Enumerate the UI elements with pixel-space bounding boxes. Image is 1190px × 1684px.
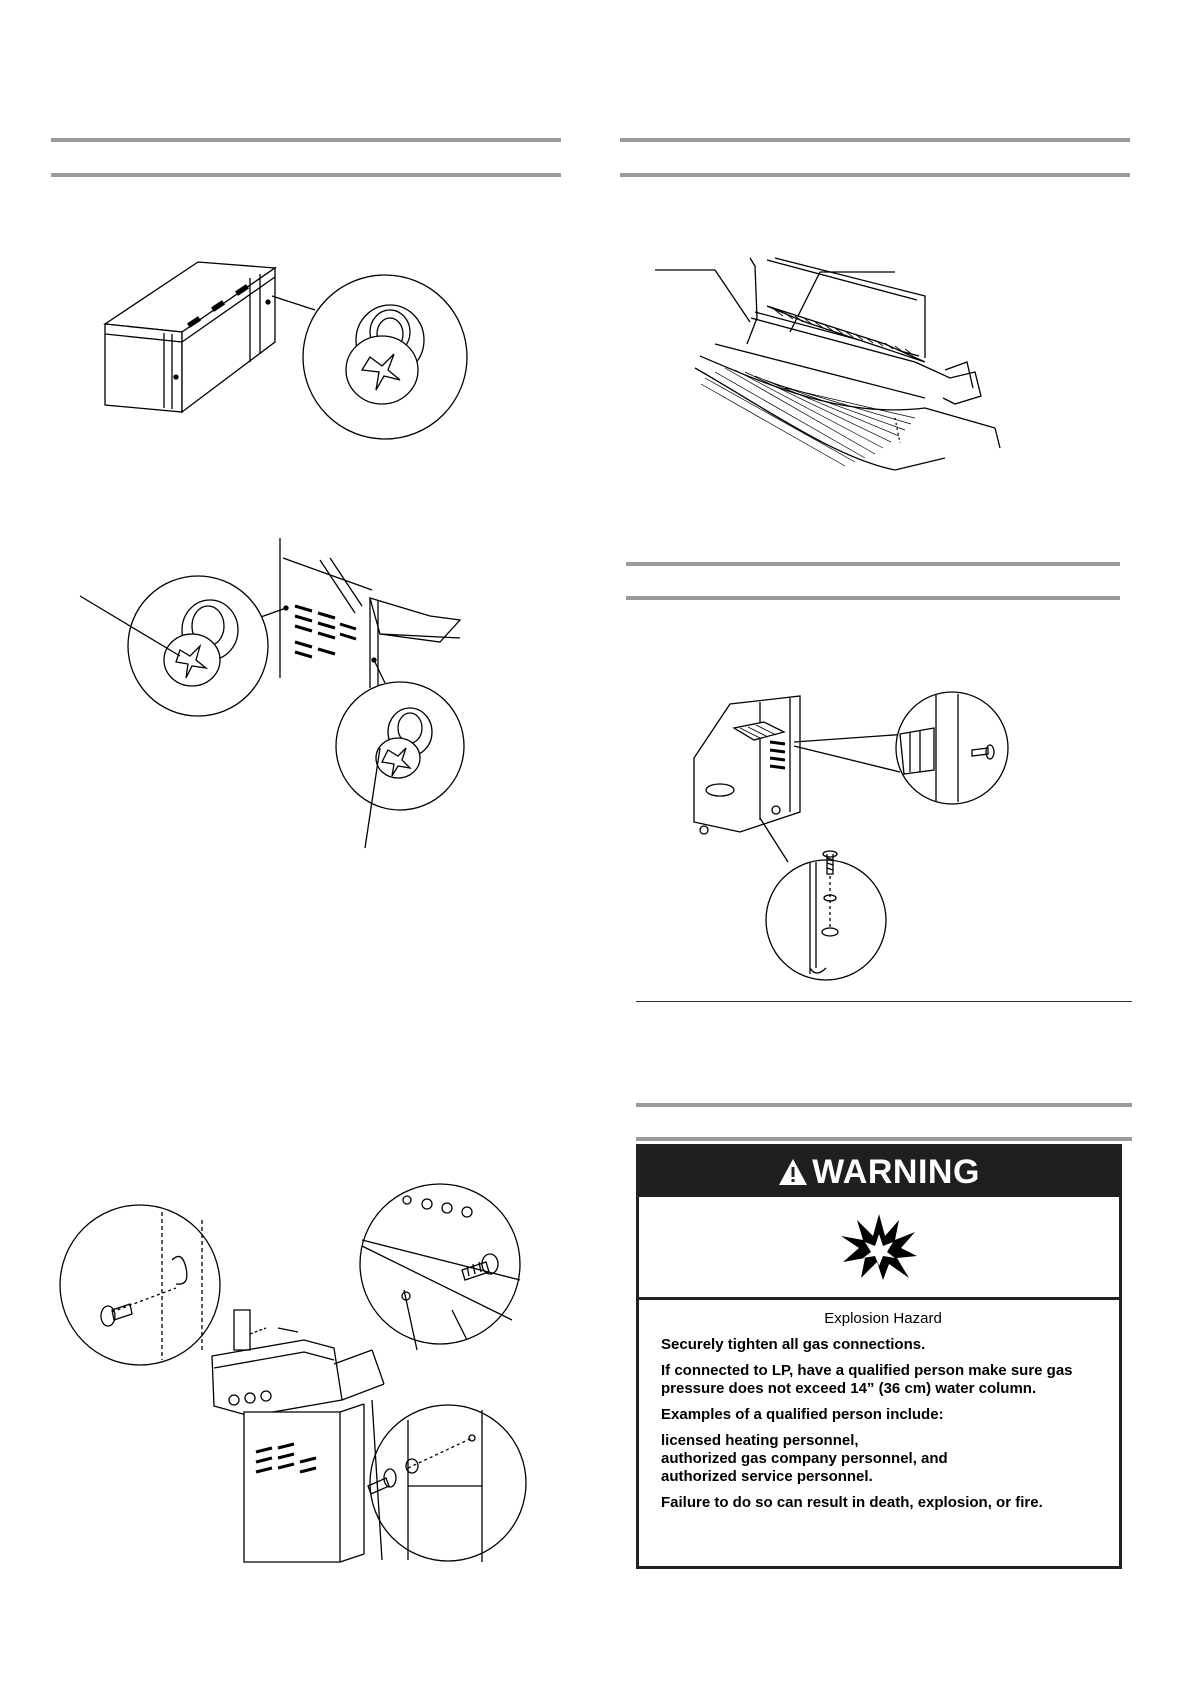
left-section-rule-bottom	[51, 173, 561, 177]
warning-line-failure: Failure to do so can result in death, explosion, or fire.	[661, 1494, 1043, 1511]
side-panel-screws-figure	[80, 538, 480, 848]
right-section3-rule-top	[636, 1103, 1132, 1107]
warning-symbol-area	[639, 1197, 1119, 1300]
warning-example-item: licensed heating personnel,	[661, 1432, 859, 1449]
warning-example-item: authorized gas company personnel, and	[661, 1450, 948, 1467]
warning-header	[639, 1147, 1119, 1197]
warning-line-examples-intro: Examples of a qualified person include:	[661, 1406, 944, 1423]
warning-box	[636, 1144, 1122, 1569]
warming-rack-figure	[655, 258, 1035, 508]
cabinet-rack-screws-figure	[690, 692, 1030, 982]
right-section2-end-rule	[636, 1001, 1132, 1002]
shelf-assembly-figure	[100, 262, 480, 462]
warning-line-lp: If connected to LP, have a qualified person make sure gas pressure does not exceed 14” (36 cm) water column.	[661, 1362, 1073, 1397]
warning-triangle-icon	[778, 1158, 808, 1186]
warning-header-label: WARNING	[812, 1152, 980, 1191]
grill-cart-mounting-figure	[72, 1200, 562, 1580]
explosion-icon	[839, 1212, 919, 1282]
warning-text-block	[639, 1300, 1119, 1512]
warning-hazard-title: Explosion Hazard	[824, 1310, 942, 1327]
warning-examples-list	[661, 1432, 1105, 1486]
warning-line-tighten: Securely tighten all gas connections.	[661, 1336, 926, 1353]
right-section3-rule-bottom	[636, 1137, 1132, 1141]
right-section2-rule-bottom	[626, 596, 1120, 600]
left-section-rule-top	[51, 138, 561, 142]
right-section-rule-top	[620, 138, 1130, 142]
warning-example-item: authorized service personnel.	[661, 1468, 873, 1485]
right-section-rule-bottom	[620, 173, 1130, 177]
right-section2-rule-top	[626, 562, 1120, 566]
